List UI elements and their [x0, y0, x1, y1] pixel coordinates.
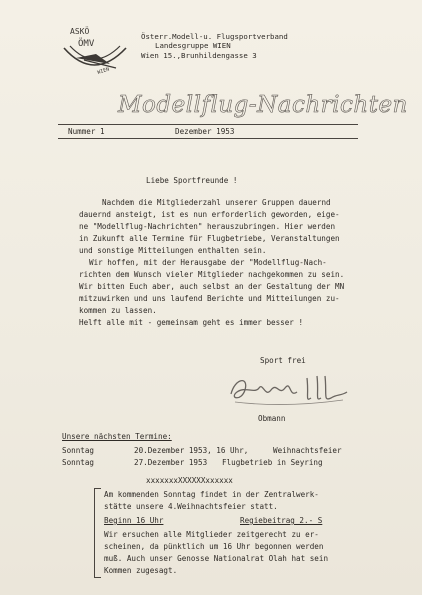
body-line: Nachdem die Mitgliederzahl unserer Gruppen dauernd — [102, 198, 331, 207]
notice-line: scheinen, da pünktlich um 16 Uhr begonnen werden — [104, 542, 324, 551]
date-row-date: 27.Dezember 1953 — [134, 458, 208, 467]
body-line: ne "Modellflug-Nachrichten" herauszubringen. Hier werden — [79, 222, 336, 231]
newsletter-title: Modellflug-Nachrichten — [118, 92, 408, 118]
svg-text:ASKÖ: ASKÖ — [70, 27, 90, 36]
notice-fee: Regiebeitrag 2.- S — [240, 516, 323, 525]
date-row-date: 20.Dezember 1953, 16 Uhr, — [134, 446, 249, 455]
body-line: Wir hoffen, mit der Herausgabe der "Modellflug-Nach- — [89, 258, 327, 267]
signature — [225, 368, 355, 410]
notice-line: muß. Auch unser Genosse Nationalrat Olah hat sein — [104, 554, 329, 563]
notice-begin: Beginn 16 Uhr — [104, 516, 164, 525]
notice-line: Am kommenden Sonntag findet in der Zentralwerk- — [104, 490, 319, 499]
separator: xxxxxxxXXXXXXxxxxxx — [146, 476, 233, 485]
svg-text:ÖMV: ÖMV — [78, 39, 95, 49]
title-rule-top — [58, 124, 358, 125]
issue-number: Nummer 1 — [68, 127, 105, 136]
date-row-day: Sonntag — [62, 458, 95, 467]
title-rule-bottom — [58, 138, 358, 139]
closing-sport-frei: Sport frei — [260, 356, 306, 365]
header-address — [141, 32, 288, 60]
greeting: Liebe Sportfreunde ! — [146, 176, 238, 185]
body-line: Helft alle mit - gemeinsam geht es immer besser ! — [79, 318, 304, 327]
body-line: in Zukunft alle Termine für Flugbetriebe, Veranstaltungen — [79, 234, 340, 243]
notice-bracket — [94, 488, 101, 578]
notice-line: stätte unsere 4.Weihnachtsfeier statt. — [104, 502, 278, 511]
body-line: richten dem Wunsch vieler Mitglieder nachgekommen zu sein. — [79, 270, 345, 279]
header-line-2: Landesgruppe WIEN — [155, 41, 231, 51]
svg-text:WIEN: WIEN — [96, 66, 111, 76]
body-line: mitzuwirken und uns laufend Berichte und Mitteilungen zu- — [79, 294, 340, 303]
notice-line: Wir ersuchen alle Mitglieder zeitgerecht zu er- — [104, 530, 319, 539]
closing-role: Obmann — [258, 414, 286, 423]
notice-line: Kommen zugesagt. — [104, 566, 178, 575]
body-line: und sonstige Mitteilungen enthalten sein. — [79, 246, 267, 255]
body-line: kommen zu lassen. — [79, 306, 157, 315]
askoe-oemv-logo — [56, 24, 132, 80]
date-row-event: Flugbetrieb in Seyring — [222, 458, 323, 467]
body-line: Wir bitten Euch aber, auch selbst an der Gestaltung der MN — [79, 282, 345, 291]
date-row-event: Weihnachtsfeier — [273, 446, 342, 455]
header-line-3: Wien 15.,Brunhildengasse 3 — [141, 50, 257, 60]
body-line: dauernd ansteigt, ist es nun erforderlich geworden, eige- — [79, 210, 340, 219]
issue-date: Dezember 1953 — [175, 127, 235, 136]
date-row-day: Sonntag — [62, 446, 95, 455]
header-line-1: Österr.Modell-u. Flugsportverband — [141, 32, 288, 41]
dates-heading: Unsere nächsten Termine: — [62, 432, 172, 441]
